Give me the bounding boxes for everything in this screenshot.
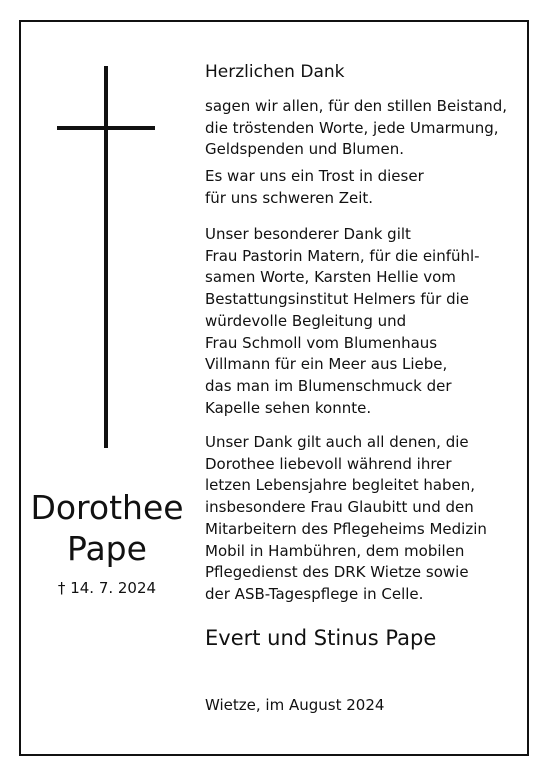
thanks-paragraph-comfort: Es war uns ein Trost in dieser für uns schweren Zeit. <box>205 167 424 207</box>
cross-icon-vertical-bar <box>104 66 108 448</box>
cross-icon-horizontal-bar <box>57 126 155 130</box>
thanks-paragraph-support: sagen wir allen, für den stillen Beistand, die tröstenden Worte, jede Umarmung, Geldspenden und Blumen. <box>205 97 508 159</box>
thanks-paragraph-caregivers: Unser Dank gilt auch all denen, die Dorothee liebevoll während ihrer letzen Lebensjahre begleitet haben, insbesondere Frau Glaubitt und den Mitarbeitern des Pflegeheims Medizin Mobil in Hambühren, dem mobilen Pflegedienst des DRK Wietze sowie der ASB-Tagespflege in Celle. <box>205 433 487 603</box>
thanks-heading: Herzlichen Dank <box>205 62 345 82</box>
thanks-paragraph-special: Unser besonderer Dank gilt Frau Pastorin Matern, für die einfühl- samen Worte, Karsten Hellie vom Bestattungsinstitut Helmers für die würdevolle Begleitung und Frau Schmoll vom Blumenhaus Villmann für ein Meer aus Liebe, das man im Blumenschmuck der Kapelle sehen konnte. <box>205 225 480 417</box>
signature: Evert und Stinus Pape <box>205 626 437 650</box>
death-date: † 14. 7. 2024 <box>57 579 157 597</box>
deceased-last-name: Pape <box>67 529 147 568</box>
deceased-first-name: Dorothee <box>30 488 184 527</box>
place-and-date: Wietze, im August 2024 <box>205 696 385 714</box>
